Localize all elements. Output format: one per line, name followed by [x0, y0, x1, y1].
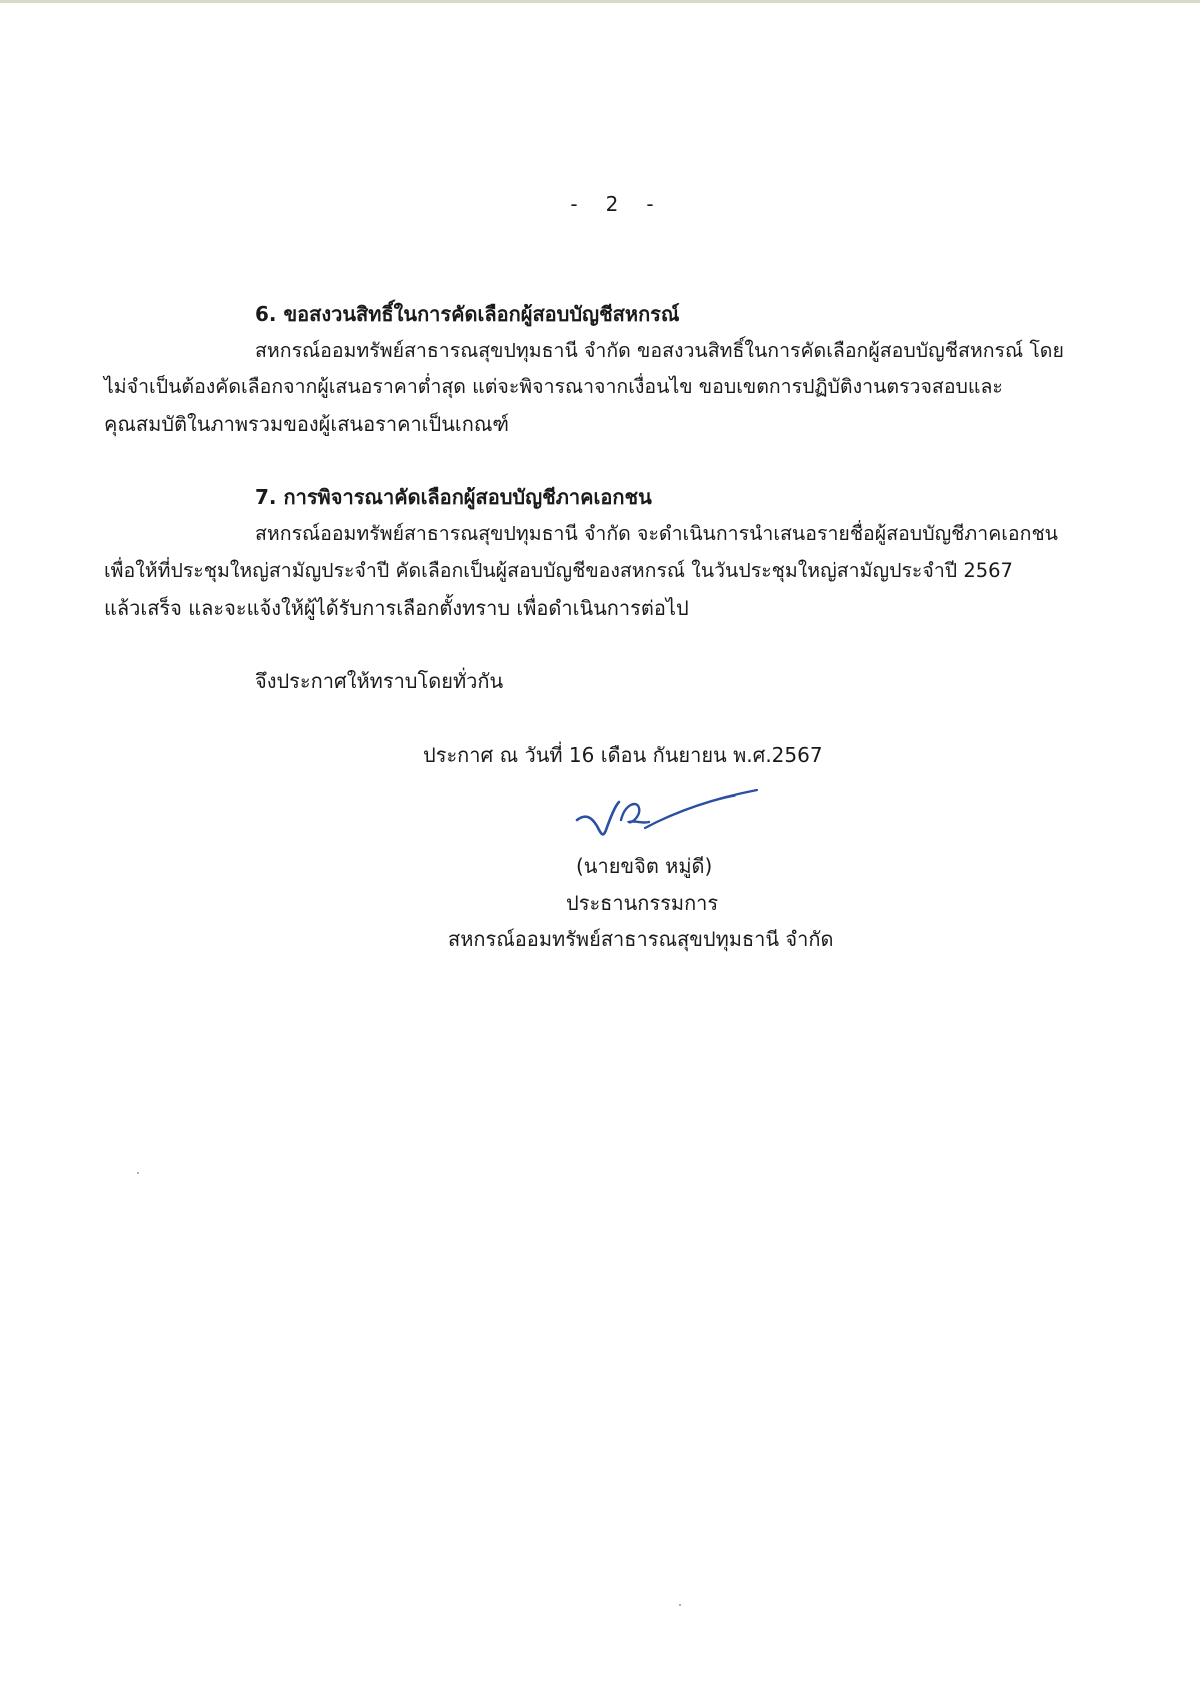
signatory-position: ประธานกรรมการ	[566, 891, 719, 915]
scan-speck	[679, 1604, 681, 1606]
scan-speck	[137, 1172, 139, 1174]
section-7-line-1: สหกรณ์ออมทรัพย์สาธารณสุขปทุมธานี จำกัด จะดำเนินการนำเสนอรายชื่อผู้สอบบัญชีภาคเอกชน	[255, 522, 1059, 545]
closing-statement: จึงประกาศให้ทราบโดยทั่วกัน	[255, 669, 504, 693]
section-6-line-3: คุณสมบัติในภาพรวมของผู้เสนอราคาเป็นเกณฑ์	[104, 412, 509, 436]
announcement-date: ประกาศ ณ วันที่ 16 เดือน กันยายน พ.ศ.2567	[423, 743, 823, 767]
signatory-organization: สหกรณ์ออมทรัพย์สาธารณสุขปทุมธานี จำกัด	[448, 927, 834, 951]
section-7-line-2: เพื่อให้ที่ประชุมใหญ่สามัญประจำปี คัดเลือกเป็นผู้สอบบัญชีของสหกรณ์ ในวันประชุมใหญ่สามัญประจำปี 2567	[104, 559, 1013, 582]
section-7-heading: 7. การพิจารณาคัดเลือกผู้สอบบัญชีภาคเอกชน	[255, 485, 652, 509]
section-6-heading: 6. ขอสงวนสิทธิ์ในการคัดเลือกผู้สอบบัญชีสหกรณ์	[255, 302, 680, 326]
scan-top-edge	[0, 0, 1200, 3]
signature-image	[575, 786, 760, 846]
section-7-line-3: แล้วเสร็จ และจะแจ้งให้ผู้ได้รับการเลือกตั้งทราบ เพื่อดำเนินการต่อไป	[104, 596, 689, 620]
section-6-line-2: ไม่จำเป็นต้องคัดเลือกจากผู้เสนอราคาต่ำสุด แต่จะพิจารณาจากเงื่อนไข ขอบเขตการปฏิบัติงานตรวจสอบและ	[104, 375, 1003, 398]
section-6-line-1: สหกรณ์ออมทรัพย์สาธารณสุขปทุมธานี จำกัด ขอสงวนสิทธิ์ในการคัดเลือกผู้สอบบัญชีสหกรณ์ โดย	[255, 339, 1064, 362]
page-number: - 2 -	[570, 192, 654, 216]
signatory-name: (นายขจิต หมู่ดี)	[576, 854, 713, 878]
